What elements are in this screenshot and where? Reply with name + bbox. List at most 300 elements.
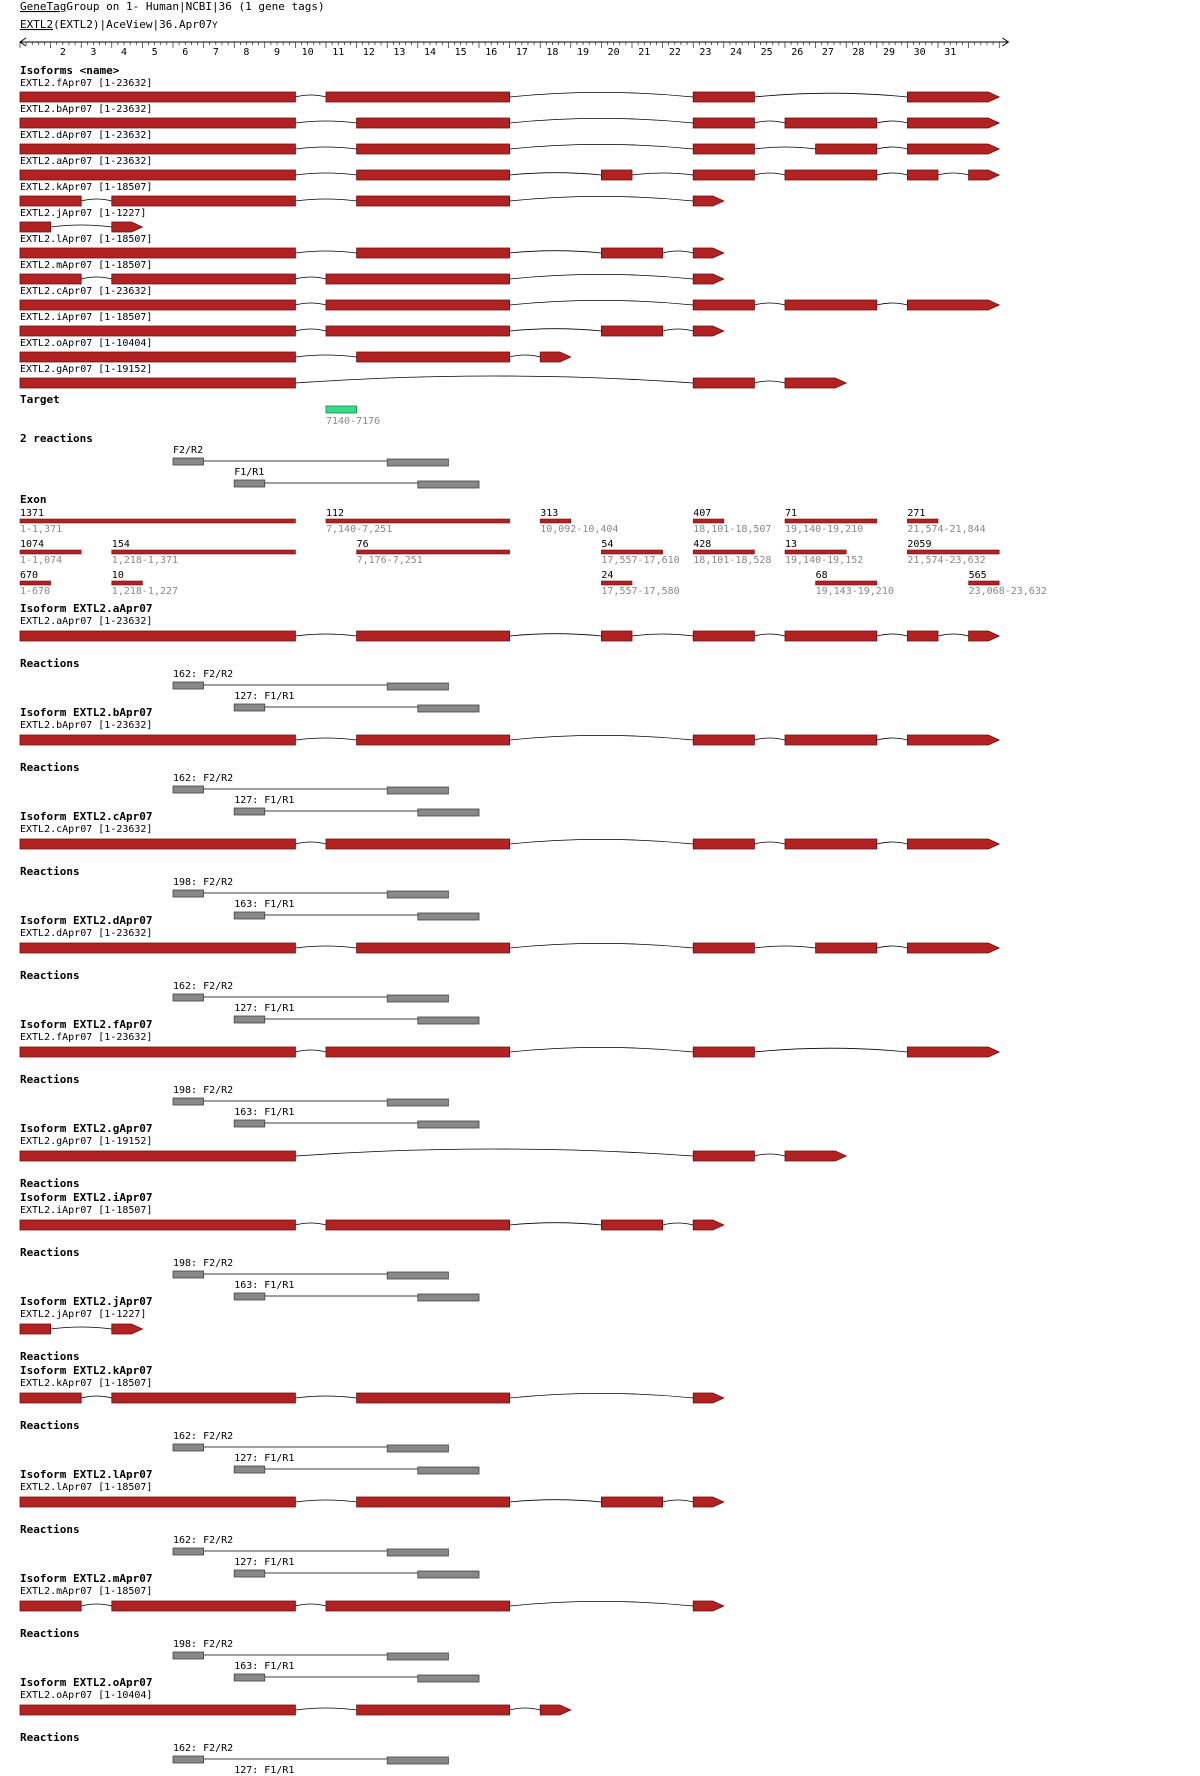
intron-line xyxy=(510,274,694,279)
exon-length: 24 xyxy=(601,570,614,581)
intron-line xyxy=(754,173,785,175)
isoform-detail-title: Isoform EXTL2.lApr07 xyxy=(20,1468,153,1481)
ruler-tick-label: 10 xyxy=(301,47,314,58)
exon-length: 1371 xyxy=(20,508,45,519)
exon-arrow xyxy=(907,92,999,102)
reaction-label: 198: F2/R2 xyxy=(173,1258,234,1269)
exon-block xyxy=(20,735,295,745)
isoform-detail-label[interactable]: EXTL2.bApr07 [1-23632] xyxy=(20,720,153,731)
exon-block xyxy=(693,1047,754,1057)
exon-block xyxy=(693,839,754,849)
ruler-tick-label: 25 xyxy=(760,47,773,58)
reaction-overview xyxy=(173,445,448,466)
primer-reverse xyxy=(418,705,479,712)
ruler-tick-label: 8 xyxy=(243,47,250,58)
isoform-row xyxy=(20,260,724,284)
reaction-label: 127: F1/R1 xyxy=(234,1557,295,1568)
reaction-label: 162: F2/R2 xyxy=(173,1535,234,1546)
intron-line xyxy=(754,303,785,305)
isoform-label[interactable]: EXTL2.dApr07 [1-23632] xyxy=(20,130,153,141)
exon-entry xyxy=(20,570,51,597)
gene-link[interactable]: EXTL2 xyxy=(20,18,54,31)
exon-length: 154 xyxy=(111,539,130,550)
exon-bar xyxy=(785,519,877,523)
exon-arrow xyxy=(693,1497,724,1507)
intron-line xyxy=(754,842,785,844)
ruler-tick-label: 7 xyxy=(212,47,219,58)
intron-line xyxy=(510,634,602,636)
exon-bar xyxy=(969,581,1000,585)
exon-block xyxy=(693,170,754,180)
exon-block xyxy=(693,118,754,128)
intron-line xyxy=(754,634,785,636)
exon-range: 21,574-21,844 xyxy=(907,524,986,535)
gene-line xyxy=(20,18,218,31)
intron-line xyxy=(877,121,908,123)
exon-length: 271 xyxy=(907,508,926,519)
primer-reverse xyxy=(387,1653,448,1660)
reactions-count-heading: 2 reactions xyxy=(20,432,93,445)
exon-length: 112 xyxy=(326,508,345,519)
primer-forward xyxy=(173,890,204,897)
title-line xyxy=(20,0,325,13)
exon-range: 23,068-23,632 xyxy=(968,586,1047,597)
exon-bar xyxy=(907,519,938,523)
intron-line xyxy=(295,1708,356,1710)
isoform-detail-label[interactable]: EXTL2.jApr07 [1-1227] xyxy=(20,1309,147,1320)
isoform-label[interactable]: EXTL2.gApr07 [1-19152] xyxy=(20,364,153,375)
exon-block xyxy=(20,170,295,180)
exon-bar xyxy=(693,519,724,523)
exon-length: 428 xyxy=(693,539,712,550)
exon-arrow xyxy=(540,1705,571,1715)
exon-range: 21,574-23,632 xyxy=(907,555,986,566)
intron-line xyxy=(754,946,815,948)
isoform-label[interactable]: EXTL2.kApr07 [1-18507] xyxy=(20,182,153,193)
intron-line xyxy=(295,147,356,149)
exon-block xyxy=(326,300,510,310)
exon-block xyxy=(693,300,754,310)
exon-arrow xyxy=(785,378,846,388)
exon-range: 1-1,074 xyxy=(20,555,63,566)
exon-block xyxy=(785,118,877,128)
intron-line xyxy=(938,173,969,175)
isoform-row xyxy=(20,312,724,336)
isoform-detail xyxy=(20,1295,152,1363)
primer-forward xyxy=(234,1570,265,1577)
primer-forward xyxy=(234,1016,265,1023)
exon-arrow xyxy=(907,735,999,745)
isoform-detail-title: Isoform EXTL2.iApr07 xyxy=(20,1191,153,1204)
intron-line xyxy=(754,93,907,97)
reaction-label: F2/R2 xyxy=(173,445,204,456)
isoform-label[interactable]: EXTL2.bApr07 [1-23632] xyxy=(20,104,153,115)
exon-range: 19,143-19,210 xyxy=(815,586,894,597)
isoform-label[interactable]: EXTL2.mApr07 [1-18507] xyxy=(20,260,153,271)
isoform-label[interactable]: EXTL2.lApr07 [1-18507] xyxy=(20,234,153,245)
intron-line xyxy=(295,251,356,253)
intron-line xyxy=(510,1708,541,1710)
title-text: Group on 1- Human|NCBI|36 (1 gene tags) xyxy=(66,0,325,13)
ruler-tick-label: 27 xyxy=(821,47,834,58)
exon-block xyxy=(326,839,510,849)
reactions-heading: Reactions xyxy=(20,969,80,982)
ruler-tick-label: 6 xyxy=(182,47,189,58)
exon-range: 1-670 xyxy=(20,586,51,597)
ruler-tick-label: 5 xyxy=(151,47,158,58)
exon-block xyxy=(326,274,510,284)
exon-entry xyxy=(601,570,679,597)
intron-line xyxy=(510,251,602,253)
exon-length: 407 xyxy=(693,508,712,519)
exon-block xyxy=(20,378,295,388)
intron-line xyxy=(510,943,694,948)
exon-block xyxy=(357,170,510,180)
exon-range: 10,092-10,404 xyxy=(540,524,619,535)
reaction-label: F1/R1 xyxy=(234,467,265,478)
intron-line xyxy=(295,173,356,175)
intron-line xyxy=(295,303,326,305)
target-range-label: 7140-7176 xyxy=(326,416,381,427)
exon-arrow xyxy=(693,1601,724,1611)
intron-line xyxy=(754,1048,907,1052)
intron-line xyxy=(510,329,602,331)
primer-reverse xyxy=(418,1121,479,1128)
exon-arrow xyxy=(693,1393,724,1403)
primer-reverse xyxy=(387,459,448,466)
exon-block xyxy=(601,1497,662,1507)
exon-block xyxy=(693,943,754,953)
reaction-label: 127: F1/R1 xyxy=(234,1765,295,1776)
exon-entry xyxy=(907,539,999,566)
intron-line xyxy=(510,92,694,97)
intron-line xyxy=(295,355,356,357)
exon-block xyxy=(785,170,877,180)
exon-entry xyxy=(326,508,510,535)
exon-length: 13 xyxy=(785,539,798,550)
intron-line xyxy=(295,1396,356,1398)
primer-reverse xyxy=(418,1571,479,1578)
primer-reverse xyxy=(418,1675,479,1682)
exon-block xyxy=(693,144,754,154)
page-header xyxy=(20,0,325,31)
exon-block xyxy=(20,92,295,102)
exon-block xyxy=(907,170,938,180)
intron-line xyxy=(510,1601,694,1606)
isoform-detail-title: Isoform EXTL2.aApr07 xyxy=(20,602,153,615)
ruler-tick-label: 11 xyxy=(332,47,345,58)
intron-line xyxy=(877,842,908,844)
primer-forward xyxy=(234,1293,265,1300)
primer-forward xyxy=(173,1444,204,1451)
reaction-label: 198: F2/R2 xyxy=(173,1639,234,1650)
ruler-tick-label: 20 xyxy=(607,47,620,58)
exon-block xyxy=(601,248,662,258)
isoform-label[interactable]: EXTL2.aApr07 [1-23632] xyxy=(20,156,153,167)
isoform-label[interactable]: EXTL2.oApr07 [1-10404] xyxy=(20,338,153,349)
exon-range: 7,140-7,251 xyxy=(326,524,393,535)
primer-reverse xyxy=(387,1445,448,1452)
gene-marker: Y xyxy=(212,21,218,31)
exon-range: 1,218-1,371 xyxy=(111,555,179,566)
exon-range: 18,101-18,507 xyxy=(693,524,772,535)
ruler-tick-label: 31 xyxy=(944,47,957,58)
ruler-tick-label: 22 xyxy=(668,47,681,58)
isoform-detail-label[interactable]: EXTL2.fApr07 [1-23632] xyxy=(20,1032,153,1043)
reaction-label: 162: F2/R2 xyxy=(173,669,234,680)
exon-block xyxy=(20,631,295,641)
exon-range: 1-1,371 xyxy=(20,524,63,535)
exon-block xyxy=(357,196,510,206)
intron-line xyxy=(877,303,908,305)
intron-line xyxy=(754,147,815,149)
target-heading: Target xyxy=(20,393,60,406)
exon-arrow xyxy=(969,631,1000,641)
primer-reverse xyxy=(387,1272,448,1279)
exon-block xyxy=(357,352,510,362)
intron-line xyxy=(754,381,785,383)
exon-entry xyxy=(112,570,178,597)
primer-forward xyxy=(173,458,204,465)
intron-line xyxy=(877,738,908,740)
isoform-detail xyxy=(20,602,999,712)
intron-line xyxy=(663,1500,694,1502)
exon-entry xyxy=(907,508,985,535)
primer-reverse xyxy=(387,891,448,898)
exon-block xyxy=(112,196,296,206)
isoform-row xyxy=(20,338,571,362)
exon-bar xyxy=(785,550,846,554)
intron-line xyxy=(510,355,541,357)
intron-line xyxy=(295,277,326,279)
exon-entry xyxy=(785,539,863,566)
primer-reverse xyxy=(387,683,448,690)
primer-forward xyxy=(173,1756,204,1763)
primer-reverse xyxy=(418,913,479,920)
isoform-detail xyxy=(20,1018,999,1128)
reactions-heading: Reactions xyxy=(20,1073,80,1086)
exon-block xyxy=(693,378,754,388)
exon-range: 17,557-17,610 xyxy=(601,555,680,566)
isoform-detail-title: Isoform EXTL2.jApr07 xyxy=(20,1295,153,1308)
intron-line xyxy=(510,196,694,201)
ruler xyxy=(20,38,1008,58)
intron-line xyxy=(295,946,356,948)
isoform-detail-label[interactable]: EXTL2.iApr07 [1-18507] xyxy=(20,1205,153,1216)
isoform-label[interactable]: EXTL2.iApr07 [1-18507] xyxy=(20,312,153,323)
exon-block xyxy=(357,735,510,745)
exon-block xyxy=(20,1220,295,1230)
intron-line xyxy=(295,1500,356,1502)
isoform-label[interactable]: EXTL2.cApr07 [1-23632] xyxy=(20,286,153,297)
primer-reverse xyxy=(418,1294,479,1301)
isoform-row xyxy=(20,234,724,258)
exon-block xyxy=(693,92,754,102)
reactions-heading: Reactions xyxy=(20,1350,80,1363)
primer-reverse xyxy=(387,787,448,794)
exon-arrow xyxy=(785,1151,846,1161)
isoform-detail-label[interactable]: EXTL2.dApr07 [1-23632] xyxy=(20,928,153,939)
primer-reverse xyxy=(387,1757,448,1764)
ruler-tick-label: 29 xyxy=(883,47,896,58)
exon-block xyxy=(601,326,662,336)
ruler-tick-label: 14 xyxy=(424,47,437,58)
exon-block xyxy=(326,1601,510,1611)
exon-bar xyxy=(601,581,632,585)
exon-length: 71 xyxy=(785,508,798,519)
intron-line xyxy=(295,329,326,331)
isoform-row xyxy=(20,130,999,154)
isoform-detail xyxy=(20,706,999,816)
exon-block xyxy=(693,1151,754,1161)
intron-line xyxy=(663,1223,694,1225)
isoform-detail-title: Isoform EXTL2.gApr07 xyxy=(20,1122,153,1135)
intron-line xyxy=(663,251,694,253)
exon-block xyxy=(357,118,510,128)
isoform-detail-title: Isoform EXTL2.oApr07 xyxy=(20,1676,153,1689)
exon-entry xyxy=(112,539,296,566)
exon-block xyxy=(601,170,632,180)
exon-block xyxy=(20,222,51,232)
exon-arrow xyxy=(907,144,999,154)
exon-block xyxy=(601,631,632,641)
ruler-tick-label: 18 xyxy=(546,47,559,58)
exon-bar xyxy=(20,581,51,585)
isoform-detail-label[interactable]: EXTL2.kApr07 [1-18507] xyxy=(20,1378,153,1389)
exon-block xyxy=(785,300,877,310)
isoform-detail xyxy=(20,914,999,1024)
intron-line xyxy=(295,634,356,636)
intron-line xyxy=(754,738,785,740)
exon-block xyxy=(20,1497,295,1507)
intron-line xyxy=(632,634,693,636)
isoform-detail-label[interactable]: EXTL2.aApr07 [1-23632] xyxy=(20,616,153,627)
genetag-link[interactable]: GeneTag xyxy=(20,0,67,13)
isoform-label[interactable]: EXTL2.fApr07 [1-23632] xyxy=(20,78,153,89)
exon-block xyxy=(20,1393,81,1403)
intron-line xyxy=(510,118,694,123)
isoform-detail-title: Isoform EXTL2.bApr07 xyxy=(20,706,153,719)
isoform-detail-label[interactable]: EXTL2.lApr07 [1-18507] xyxy=(20,1482,153,1493)
intron-line xyxy=(877,946,908,948)
exon-range: 1,218-1,227 xyxy=(111,586,179,597)
intron-line xyxy=(510,173,602,175)
intron-line xyxy=(295,738,356,740)
exon-range: 19,140-19,152 xyxy=(785,555,864,566)
primer-forward xyxy=(173,1098,204,1105)
exon-block xyxy=(816,943,877,953)
exon-bar xyxy=(601,550,662,554)
ruler-tick-label: 23 xyxy=(699,47,712,58)
exon-bar xyxy=(20,519,295,523)
exon-arrow xyxy=(907,839,999,849)
exon-entry xyxy=(20,508,295,535)
reaction-label: 162: F2/R2 xyxy=(173,773,234,784)
intron-line xyxy=(295,376,693,383)
exon-block xyxy=(693,735,754,745)
intron-line xyxy=(510,1393,694,1398)
intron-line xyxy=(51,225,112,227)
isoforms-heading: Isoforms <name> xyxy=(20,64,120,77)
primer-reverse xyxy=(418,809,479,816)
reaction-label: 163: F1/R1 xyxy=(234,1107,295,1118)
exon-block xyxy=(20,1324,51,1334)
exon-arrow xyxy=(693,196,724,206)
exon-block xyxy=(326,326,510,336)
intron-line xyxy=(510,1500,602,1502)
exon-arrow xyxy=(907,943,999,953)
isoform-detail-label[interactable]: EXTL2.cApr07 [1-23632] xyxy=(20,824,153,835)
primer-forward xyxy=(234,912,265,919)
ruler-tick-label: 16 xyxy=(485,47,498,58)
exon-bar xyxy=(112,550,296,554)
exon-bar xyxy=(20,550,81,554)
primer-forward xyxy=(234,480,265,487)
reactions-heading: Reactions xyxy=(20,1523,80,1536)
exon-block xyxy=(357,943,510,953)
primer-reverse xyxy=(387,995,448,1002)
exon-block xyxy=(20,1705,295,1715)
exon-bar xyxy=(816,581,877,585)
exon-block xyxy=(357,1705,510,1715)
ruler-tick-label: 2 xyxy=(59,47,66,58)
isoform-detail xyxy=(20,1676,571,1776)
exon-block xyxy=(785,631,877,641)
reactions-heading: Reactions xyxy=(20,1246,80,1259)
exon-block xyxy=(20,352,295,362)
exon-arrow xyxy=(693,274,724,284)
exon-block xyxy=(20,196,81,206)
isoform-detail-title: Isoform EXTL2.cApr07 xyxy=(20,810,153,823)
isoform-detail-label[interactable]: EXTL2.gApr07 [1-19152] xyxy=(20,1136,153,1147)
exon-block xyxy=(357,144,510,154)
isoform-detail-label[interactable]: EXTL2.oApr07 [1-10404] xyxy=(20,1690,153,1701)
exon-arrow xyxy=(907,118,999,128)
intron-line xyxy=(295,1149,693,1156)
exon-range: 17,557-17,580 xyxy=(601,586,680,597)
isoform-row xyxy=(20,364,846,388)
isoform-detail-label[interactable]: EXTL2.mApr07 [1-18507] xyxy=(20,1586,153,1597)
intron-line xyxy=(510,839,694,844)
reaction-label: 162: F2/R2 xyxy=(173,1743,234,1754)
ruler-tick-label: 30 xyxy=(913,47,926,58)
exon-block xyxy=(20,248,295,258)
primer-forward xyxy=(173,1652,204,1659)
isoform-row xyxy=(20,182,724,206)
gene-text: (EXTL2)|AceView|36.Apr07 xyxy=(53,18,213,31)
isoform-row xyxy=(20,286,999,310)
primer-forward xyxy=(234,1674,265,1681)
isoform-row xyxy=(20,78,999,102)
isoform-detail-title: Isoform EXTL2.mApr07 xyxy=(20,1572,153,1585)
exon-arrow xyxy=(540,352,571,362)
ruler-tick-label: 3 xyxy=(90,47,97,58)
primer-forward xyxy=(173,1548,204,1555)
isoform-label[interactable]: EXTL2.jApr07 [1-1227] xyxy=(20,208,147,219)
intron-line xyxy=(81,1396,112,1398)
exon-block xyxy=(20,300,295,310)
exon-block xyxy=(20,118,295,128)
ruler-tick-label: 13 xyxy=(393,47,406,58)
exon-block xyxy=(907,631,938,641)
exon-arrow xyxy=(693,248,724,258)
primer-forward xyxy=(173,682,204,689)
ruler-tick-label: 17 xyxy=(515,47,528,58)
intron-line xyxy=(510,1047,694,1052)
primer-reverse xyxy=(387,1099,448,1106)
isoform-detail-title: Isoform EXTL2.kApr07 xyxy=(20,1364,153,1377)
reaction-overview xyxy=(234,467,479,488)
